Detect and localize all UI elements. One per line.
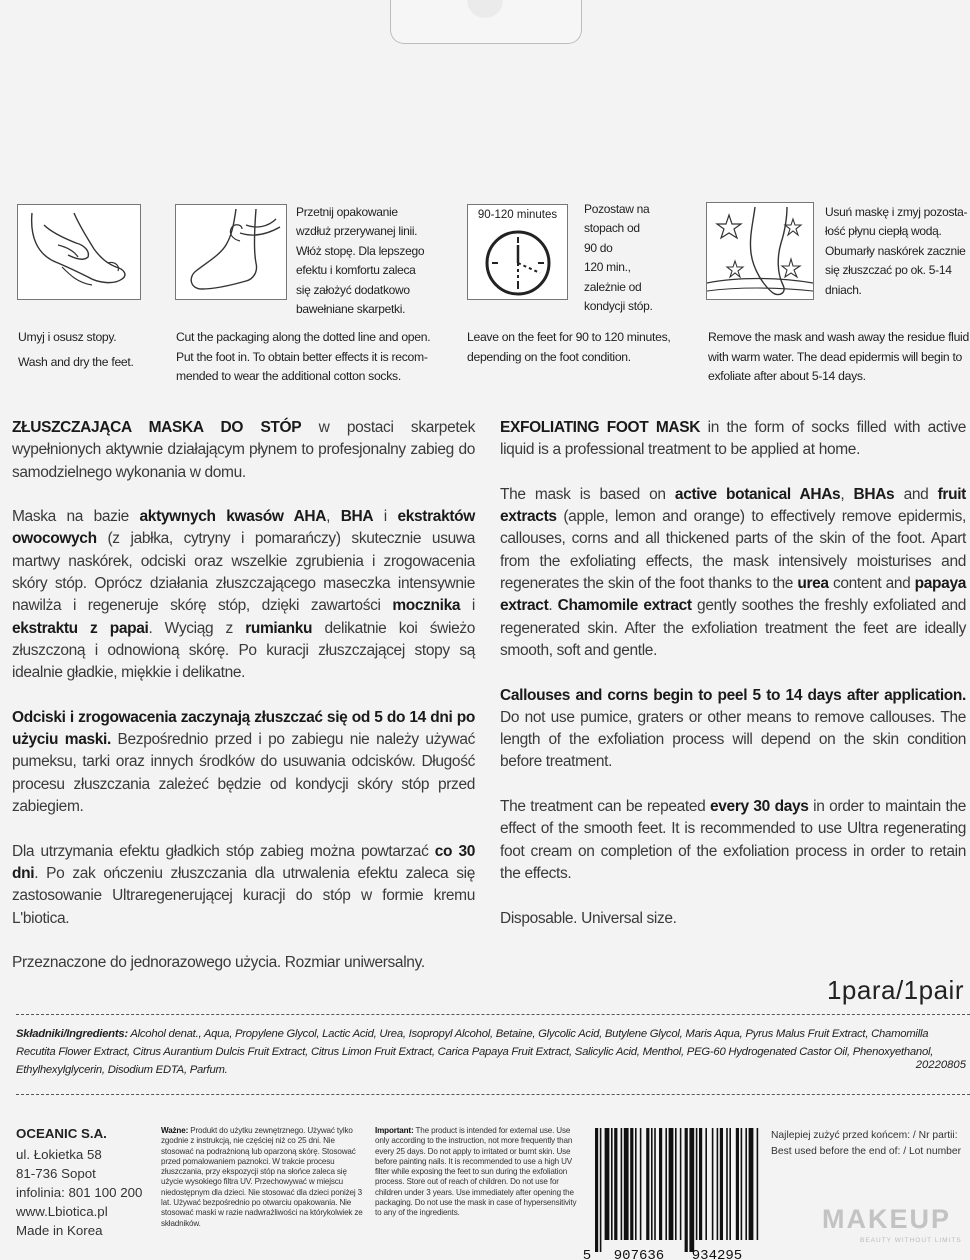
company-address-line: 81-736 Sopot xyxy=(16,1166,96,1181)
barcode-bar xyxy=(654,1128,656,1240)
barcode-bar xyxy=(689,1128,694,1252)
warning-en: Important: The product is intended for external use. Use only according to the instruction, not more frequently than every 25 days. Do not apply to irritated or burnt skin. Use before painting nails. It is recommended to use a high UV filter while exposing the feet to sun during the exfoliation process. Store out of reach of children. Do not use for children under 3 years. Use immediately after opening the packaging. Do not use the mask in case of hypersensitivity to any of the ingredients. xyxy=(375,1126,577,1218)
makeup-watermark-tagline: BEAUTY WITHOUT LIMITS xyxy=(860,1237,962,1244)
step4-smooth-foot-illustration xyxy=(706,202,814,300)
company-address-line: ul. Łokietka 58 xyxy=(16,1147,102,1162)
barcode-bar xyxy=(651,1128,653,1240)
barcode-digits: 907636 xyxy=(613,1248,665,1260)
barcode-bar xyxy=(696,1128,698,1240)
barcode-bar xyxy=(624,1128,629,1240)
barcode-bar xyxy=(640,1128,642,1240)
pair-count: 1para/1pair xyxy=(826,975,964,1005)
foot-in-sock-icon xyxy=(176,205,286,299)
barcode-bar xyxy=(717,1128,719,1240)
barcode-digits: 934295 xyxy=(691,1248,743,1260)
step1-caption-pl: Umyj i osusz stopy. xyxy=(18,330,117,344)
warning-pl: Ważne: Produkt do użytku zewnętrznego. Używać tylko zgodnie z instrukcją, nie częściej niż co 25 dni. Nie stosować na podrażnioną lub oparzoną skórę. Stosować przed pomalowaniem paznokci. W trakcie procesu złuszczania, przy ekspozycji stóp na słońce zaleca się użycie wysokiego filtra UV. Przechowywać w miejscu niedostępnym dla dzieci. Nie stosować dla dzieci poniżej 3 lat. Używać bezpośrednio po otwarciu opakowania. Nie stosować maski w razie nadwrażliwości na którykolwiek ze składników. xyxy=(161,1126,363,1228)
barcode-bar xyxy=(630,1128,633,1240)
step4-caption-en: Remove the mask and wash away the residue fluid with warm water. The dead epidermis will begin to exfoliate after about 5-14 days. xyxy=(708,330,969,383)
barcode-bar xyxy=(605,1128,610,1240)
barcode-bar xyxy=(675,1128,677,1240)
barcode-digits: 5 xyxy=(582,1248,592,1260)
barcode-bar xyxy=(749,1128,754,1240)
step2-caption-en: Cut the packaging along the dotted line and open. Put the foot in. To obtain better effects it is recom- mended to wear the additional cotton socks. xyxy=(176,330,431,383)
divider-bottom xyxy=(16,1094,970,1095)
barcode-bar xyxy=(595,1128,598,1252)
barcode-bar xyxy=(611,1128,613,1240)
description-en xyxy=(500,417,966,952)
ingredients-list: Składniki/Ingredients: Alcohol denat., Aqua, Propylene Glycol, Lactic Acid, Urea, Isopropyl Alcohol, Betaine, Glycolic Acid, Butylene Glycol, Maris Aqua, Pyrus Malus Fruit Extract, Chamomilla Recutita Flower Extract, Citrus Aurantium Dulcis Fruit Extract, Citrus Limon Fruit Extract, Carica Papaya Fruit Extract, Salicylic Acid, Menthol, PEG-60 Hydrogenated Castor Oil, Phenoxyethanol, Ethylhexylglycerin, Disodium EDTA, Parfum. xyxy=(16,1028,934,1076)
barcode-bar xyxy=(712,1128,714,1240)
company-info xyxy=(16,1124,142,1240)
step2-text-pl: Przetnij opakowanie wzdłuż przerywanej linii. Włóż stopę. Dla lepszego efektu i komfortu zaleca się założyć dodatkowo bawełniane skarpetki. xyxy=(296,205,425,317)
barcode-bar xyxy=(669,1128,674,1240)
barcode-bar xyxy=(705,1128,707,1240)
clock-icon xyxy=(468,225,567,298)
step3-caption-en: Leave on the feet for 90 to 120 minutes, depending on the foot condition. xyxy=(467,330,671,364)
en-ingredients-info: The mask is based on active botanical AHAs, BHAs and fruit extracts (apple, lemon and orange) to effectively remove epidermis, callouses, corns and all thickened parts of the skin of the foot. Apart from the exfoliating effects, the mask intensively moisturises and regenerates the skin of the foot thanks to the urea content and papaya extract. Chamomile extract gently soothes the freshly exfoliated and regenerated skin. After the exfoliation treatment the feet are ideally smooth, soft and gentle. xyxy=(500,485,967,659)
step4-text-pl: Usuń maskę i zmyj pozosta- łość płynu ciepłą wodą. Obumarły naskórek zacznie się złuszczać po ok. 5-14 dniach. xyxy=(825,205,968,297)
step3-clock-illustration xyxy=(467,225,568,300)
hands-washing-foot-icon xyxy=(18,205,140,299)
lot-code: 20220805 xyxy=(915,1059,966,1071)
barcode-bar xyxy=(699,1128,702,1240)
barcode-bar xyxy=(729,1128,731,1240)
barcode-bar xyxy=(600,1128,602,1252)
step2-sock-on-foot-illustration xyxy=(175,204,287,300)
pl-repeat-info: Dla utrzymania efektu gładkich stóp zabieg można powtarzać co 30 dni. Po zak ończeniu złuszczania dla utrwalenia efektu zaleca się zastosowanie Ultraregenerującej kuracji do stóp w formie kremu L'biotica. xyxy=(12,842,475,927)
step3-time-label: 90-120 minutes xyxy=(467,204,568,226)
pl-intro: ZŁUSZCZAJĄCA MASKA DO STÓP w postaci skarpetek wypełnionych aktywnie działającym płynem to profesjonalny zabieg do samodzielnego wykonania w domu. xyxy=(12,419,475,481)
step1-caption-en: Wash and dry the feet. xyxy=(18,355,134,369)
barcode-bar xyxy=(614,1128,617,1240)
barcode-bar xyxy=(720,1128,723,1240)
sparkling-foot-icon xyxy=(707,203,813,299)
barcode-bar xyxy=(646,1128,649,1240)
barcode-bar xyxy=(726,1128,728,1240)
barcode-bar xyxy=(745,1128,747,1240)
en-disposable: Disposable. Universal size. xyxy=(500,909,677,927)
pl-peeling-info: Odciski i zrogowacenia zaczynają złuszczać się od 5 do 14 dni po użyciu maski. Bezpośrednio przed i po zabiegu nie należy używać pumeksu, tarki oraz innych środków do usuwania odcisków. Długość procesu złuszczania zależeć będzie od kondycji skóry stóp przed zabiegiem. xyxy=(12,708,475,816)
company-origin: Made in Korea xyxy=(16,1223,103,1238)
best-before-info: Najlepiej zużyć przed końcem: / Nr partii: Best used before the end of: / Lot number xyxy=(771,1130,962,1157)
pl-disposable: Przeznaczone do jednorazowego użycia. Rozmiar uniwersalny. xyxy=(12,954,425,972)
barcode-bar xyxy=(659,1128,662,1240)
barcode-bar xyxy=(741,1128,743,1240)
description-pl xyxy=(12,417,475,997)
barcode-bar xyxy=(621,1128,623,1240)
barcode-bar xyxy=(680,1128,682,1240)
barcode-bar xyxy=(635,1128,637,1240)
step1-wash-feet-illustration xyxy=(17,204,141,300)
barcode-bar xyxy=(736,1128,739,1240)
barcode xyxy=(581,1128,763,1260)
company-name: OCEANIC S.A. xyxy=(16,1126,107,1141)
makeup-watermark-logo: MAKEUP xyxy=(822,1204,952,1234)
divider-top xyxy=(16,1014,970,1015)
pl-ingredients-info: Maska na bazie aktywnych kwasów AHA, BHA i ekstraktów owocowych (z jabłka, cytryny i pomarańczy) skutecznie usuwa martwy naskórek, odciski oraz wszelkie zgrubienia i zrogowacenia skóry stóp. Oprócz działania złuszczającego maseczka intensywnie nawilża i regeneruje skórę stóp, dzięki zawartości mocznika i ekstraktu z papai. Wyciąg z rumianku delikatnie koi świeżo złuszczoną i odnowioną skórę. Po kuracji złuszczającej stopy są idealnie gładkie, miękkie i delikatne. xyxy=(12,508,476,682)
en-intro: EXFOLIATING FOOT MASK in the form of socks filled with active liquid is a professional treatment to be applied at home. xyxy=(500,419,966,459)
step3-text-pl: Pozostaw na stopach od 90 do 120 min., zależnie od kondycji stóp. xyxy=(584,202,653,314)
en-repeat-info: The treatment can be repeated every 30 days in order to maintain the effect of the smooth feet. It is recommended to use Ultra regenerating foot cream on completion of the exfoliation process in order to retain the effects. xyxy=(500,798,966,882)
barcode-bar xyxy=(757,1128,759,1240)
company-hotline: infolinia: 801 100 200 xyxy=(16,1185,143,1200)
company-website: www.Lbiotica.pl xyxy=(16,1204,108,1219)
barcode-bar xyxy=(665,1128,667,1240)
barcode-bars xyxy=(581,1128,763,1260)
en-peeling-info: Callouses and corns begin to peel 5 to 14 days after application. Do not use pumice, graters or other means to remove callouses. The length of the exfoliation process will depend on the skin condition before treatment. xyxy=(500,686,966,771)
barcode-bar xyxy=(685,1128,688,1252)
